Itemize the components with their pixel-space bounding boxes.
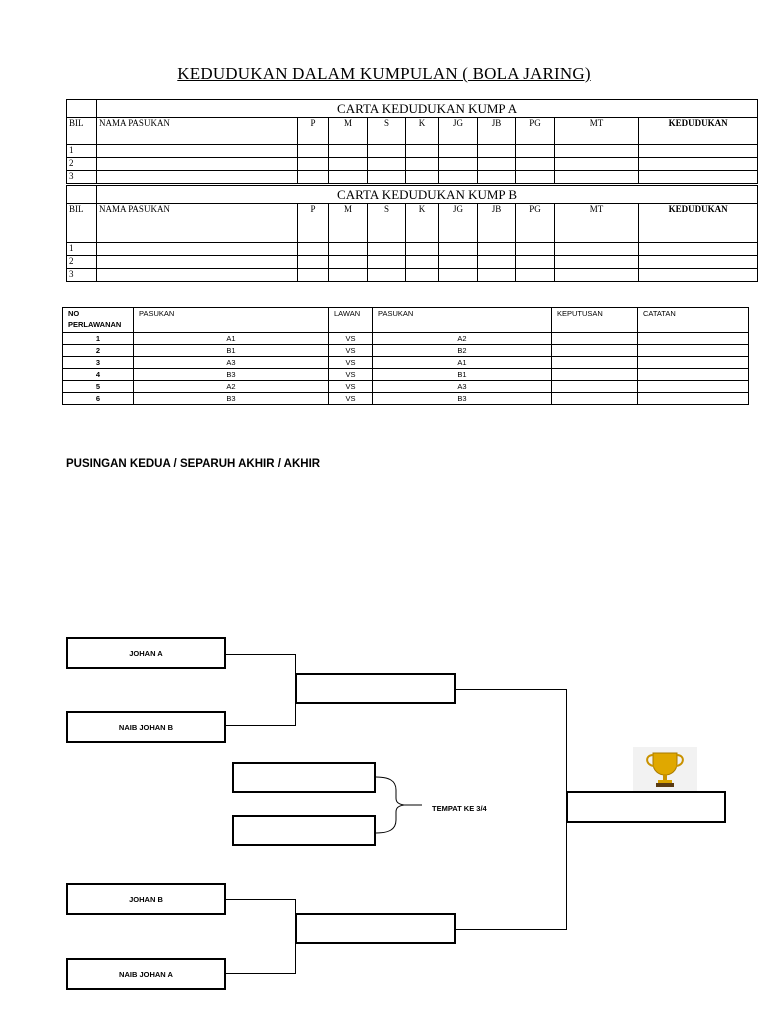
col-k: K (406, 204, 439, 243)
col-jb: JB (478, 118, 516, 145)
connector-line (455, 689, 567, 690)
away-team: A3 (373, 381, 552, 393)
row-number: 1 (67, 145, 97, 158)
brace-icon (374, 776, 424, 834)
away-team: A1 (373, 357, 552, 369)
fx-col-no: NO PERLAWANAN (63, 308, 134, 333)
match-number: 1 (63, 333, 134, 345)
third-place-slot-2[interactable] (232, 815, 376, 846)
vs-label: VS (329, 393, 373, 405)
third-place-label: TEMPAT KE 3/4 (432, 804, 487, 813)
table-row (63, 333, 749, 345)
match-number: 4 (63, 369, 134, 381)
standings-table-group-b (66, 185, 758, 282)
group-b-title: CARTA KEDUDUKAN KUMP B (97, 186, 758, 204)
connector-line (225, 654, 296, 655)
fx-col-lawan: LAWAN (329, 308, 373, 333)
match-number: 6 (63, 393, 134, 405)
fx-col-keputusan: KEPUTUSAN (552, 308, 638, 333)
table-row (67, 256, 758, 269)
row-number: 2 (67, 158, 97, 171)
match-number: 3 (63, 357, 134, 369)
row-number: 3 (67, 171, 97, 184)
trophy-icon (633, 747, 697, 791)
col-p: P (298, 118, 329, 145)
table-row (63, 393, 749, 405)
col-jg: JG (439, 118, 478, 145)
vs-label: VS (329, 345, 373, 357)
home-team: A2 (134, 381, 329, 393)
semifinal-winner-2[interactable] (295, 913, 456, 944)
vs-label: VS (329, 333, 373, 345)
home-team: B3 (134, 393, 329, 405)
match-number: 5 (63, 381, 134, 393)
connector-line (455, 929, 567, 930)
vs-label: VS (329, 369, 373, 381)
bracket-heading: PUSINGAN KEDUA / SEPARUH AKHIR / AKHIR (66, 458, 321, 470)
table-row (63, 381, 749, 393)
col-nama-pasukan: NAMA PASUKAN (97, 204, 298, 243)
col-jg: JG (439, 204, 478, 243)
bracket-slot-naib-johan-b[interactable]: NAIB JOHAN B (66, 711, 226, 743)
corner-cell (67, 186, 97, 204)
col-mt: MT (555, 118, 639, 145)
table-row (63, 369, 749, 381)
row-number: 1 (67, 243, 97, 256)
col-kedudukan: KEDUDUKAN (639, 204, 758, 243)
third-place-slot-1[interactable] (232, 762, 376, 793)
bracket-slot-johan-b[interactable]: JOHAN B (66, 883, 226, 915)
col-s: S (368, 204, 406, 243)
col-p: P (298, 204, 329, 243)
row-number: 2 (67, 256, 97, 269)
match-number: 2 (63, 345, 134, 357)
col-pg: PG (516, 204, 555, 243)
table-row (67, 171, 758, 184)
bracket-slot-johan-a[interactable]: JOHAN A (66, 637, 226, 669)
away-team: B3 (373, 393, 552, 405)
table-row (63, 357, 749, 369)
col-bil: BIL (67, 204, 97, 243)
away-team: B2 (373, 345, 552, 357)
col-kedudukan: KEDUDUKAN (639, 118, 758, 145)
col-k: K (406, 118, 439, 145)
semifinal-winner-1[interactable] (295, 673, 456, 704)
col-m: M (329, 118, 368, 145)
champion-slot[interactable] (566, 791, 726, 823)
col-nama-pasukan: NAMA PASUKAN (97, 118, 298, 145)
connector-line (225, 973, 296, 974)
connector-line (225, 725, 296, 726)
document-title: KEDUDUKAN DALAM KUMPULAN ( BOLA JARING) (177, 64, 591, 83)
vs-label: VS (329, 357, 373, 369)
table-row (67, 145, 758, 158)
col-bil: BIL (67, 118, 97, 145)
corner-cell (67, 100, 97, 118)
fx-col-catatan: CATATAN (638, 308, 749, 333)
col-m: M (329, 204, 368, 243)
row-number: 3 (67, 269, 97, 282)
col-jb: JB (478, 204, 516, 243)
col-pg: PG (516, 118, 555, 145)
col-mt: MT (555, 204, 639, 243)
col-s: S (368, 118, 406, 145)
table-row (67, 269, 758, 282)
fixtures-table (62, 307, 749, 405)
connector-line (225, 899, 296, 900)
table-row (63, 345, 749, 357)
vs-label: VS (329, 381, 373, 393)
fx-col-pasukan-2: PASUKAN (373, 308, 552, 333)
table-row (67, 158, 758, 171)
home-team: A3 (134, 357, 329, 369)
group-a-title: CARTA KEDUDUKAN KUMP A (97, 100, 758, 118)
bracket-slot-naib-johan-a[interactable]: NAIB JOHAN A (66, 958, 226, 990)
standings-table-group-a (66, 99, 758, 184)
table-row (67, 243, 758, 256)
home-team: A1 (134, 333, 329, 345)
away-team: A2 (373, 333, 552, 345)
home-team: B3 (134, 369, 329, 381)
home-team: B1 (134, 345, 329, 357)
fx-col-pasukan: PASUKAN (134, 308, 329, 333)
away-team: B1 (373, 369, 552, 381)
